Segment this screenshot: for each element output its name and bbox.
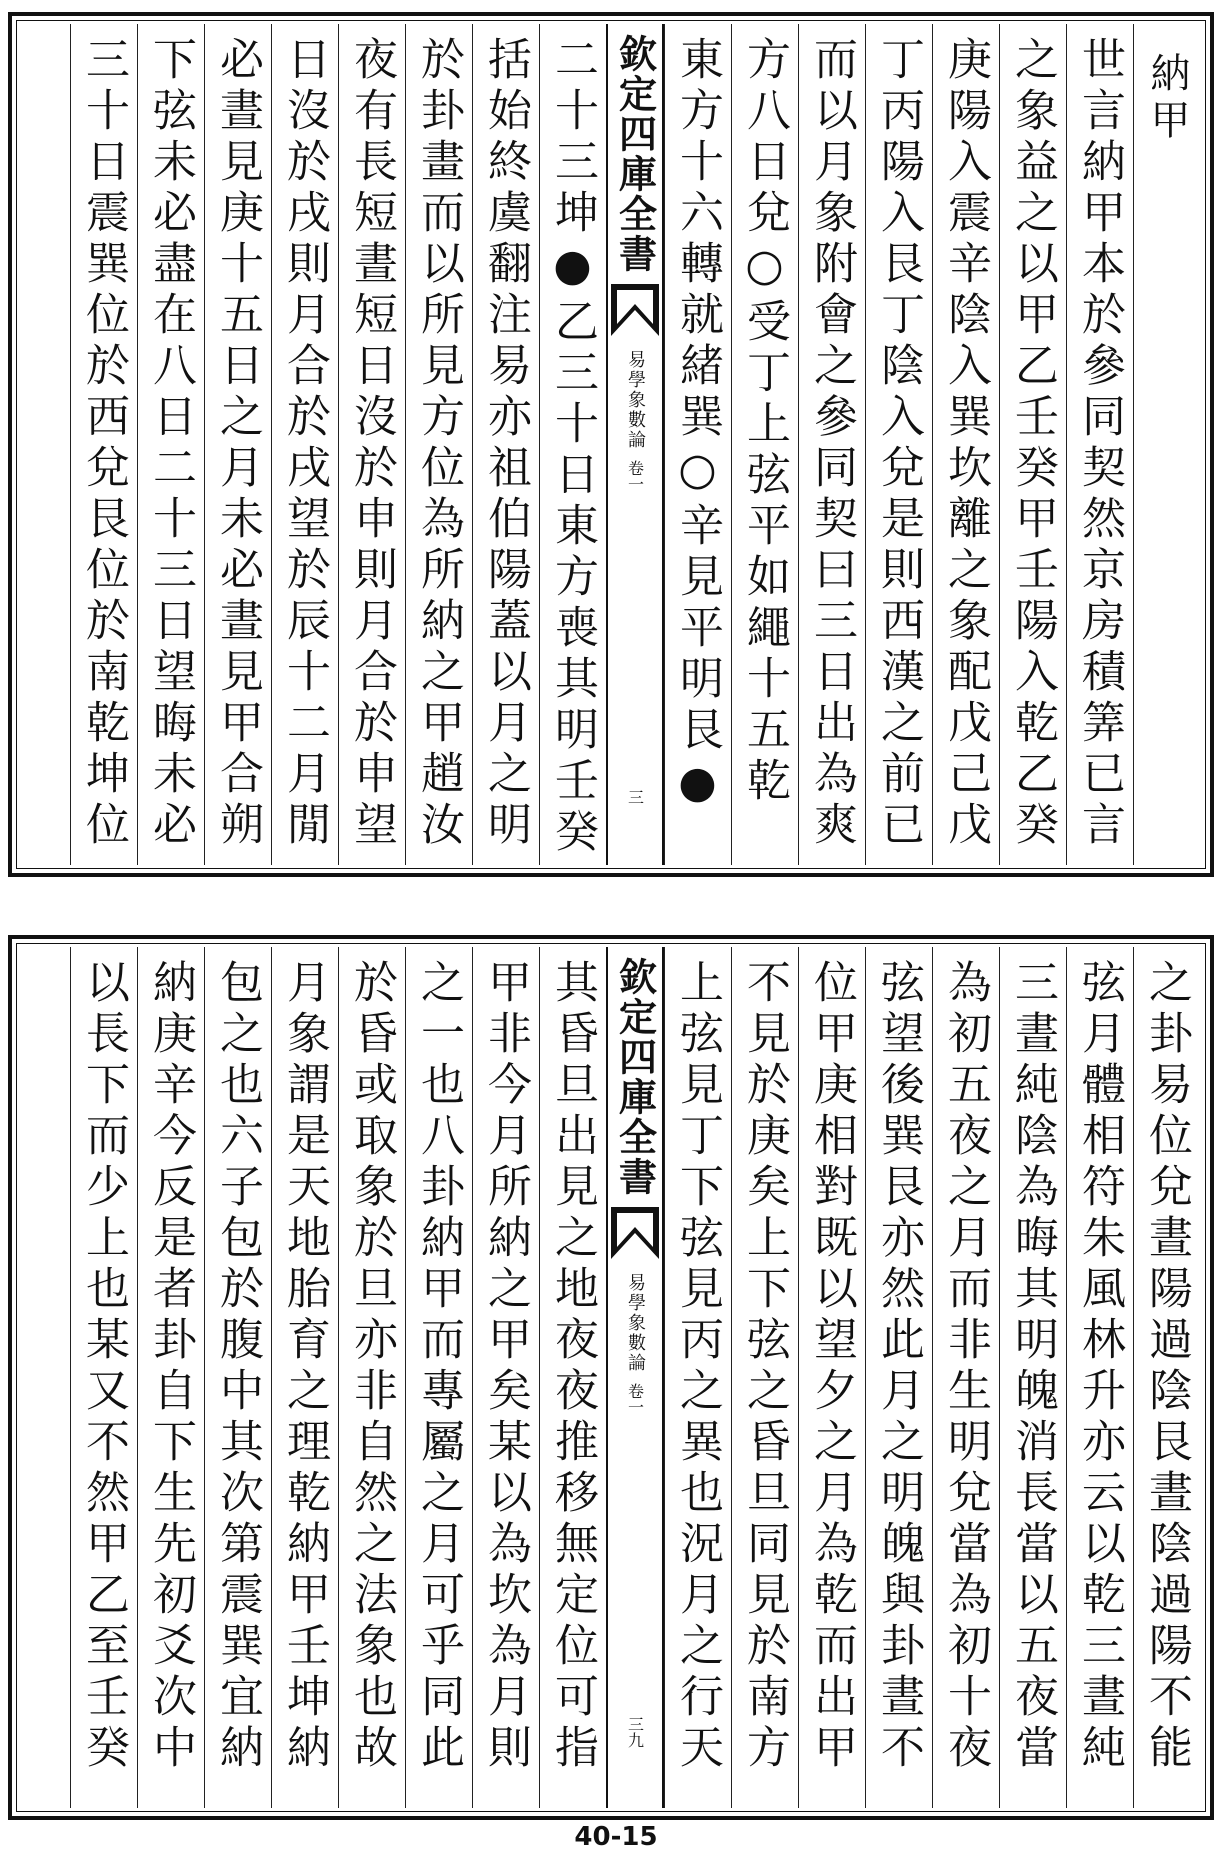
center-volume: 卷一 (625, 460, 645, 492)
section-title: 納甲 (1133, 24, 1200, 865)
text-column: 月象謂是天地胎育之理乾納甲壬坤納 (271, 947, 338, 1808)
text-column: 位甲庚相對既以望夕之月為乾而出甲 (798, 947, 865, 1808)
center-fold-strip (606, 947, 664, 1808)
text-column: 二十三坤●乙三十日東方喪其明壬癸 (539, 24, 606, 865)
text-column: 括始終虞翻注易亦祖伯陽蓋以月之明 (472, 24, 539, 865)
center-subtitle: 易學象數論 (625, 350, 646, 450)
text-column: 上弦見丁下弦見丙之異也況月之行天 (664, 947, 731, 1808)
text-column: 夜有長短晝短日沒於申則月合於申望 (338, 24, 405, 865)
text-column: 納庚辛今反是者卦自下生先初爻次中 (137, 947, 204, 1808)
top-page-frame (8, 12, 1214, 877)
center-volume: 卷一 (625, 1383, 645, 1415)
text-column: 日沒於戌則月合於戌望於辰十二月閒 (271, 24, 338, 865)
text-column: 弦月體相符朱風林升亦云以乾三晝純 (1066, 947, 1133, 1808)
top-text-columns (22, 24, 1200, 865)
center-header: 欽定四庫全書 (612, 957, 658, 1197)
text-column: 方八日兌○受丁上弦平如繩十五乾 (731, 24, 798, 865)
text-column: 世言納甲本於參同契然京房積筭已言 (1066, 24, 1133, 865)
text-column: 之象益之以甲乙壬癸甲壬陽入乾乙癸 (999, 24, 1066, 865)
bottom-text-columns (22, 947, 1200, 1808)
text-column: 不見於庚矣上下弦之昏旦同見於南方 (731, 947, 798, 1808)
center-fold-strip (606, 24, 664, 865)
text-column: 必晝見庚十五日之月未必晝見甲合朔 (204, 24, 271, 865)
center-page-num: 三九 (625, 1716, 645, 1748)
bottom-page-frame (8, 935, 1214, 1820)
fish-tail-mark-icon (607, 1203, 663, 1263)
text-column: 三十日震巽位於西兌艮位於南乾坤位 (70, 24, 137, 865)
text-column: 甲非今月所納之甲矣某以為坎為月則 (472, 947, 539, 1808)
text-column: 而以月象附會之參同契曰三日出為爽 (798, 24, 865, 865)
text-column: 之卦易位兌晝陽過陰艮晝陰過陽不能 (1133, 947, 1200, 1808)
text-column: 為初五夜之月而非生明兌當為初十夜 (932, 947, 999, 1808)
text-column: 以長下而少上也某又不然甲乙至壬癸 (70, 947, 137, 1808)
text-column: 於卦畫而以所見方位為所納之甲趙汝 (405, 24, 472, 865)
text-column: 丁丙陽入艮丁陰入兌是則西漢之前已 (865, 24, 932, 865)
fish-tail-mark-icon (607, 280, 663, 340)
text-column: 庚陽入震辛陰入巽坎離之象配戊己戊 (932, 24, 999, 865)
text-column: 三晝純陰為晦其明魄消長當以五夜當 (999, 947, 1066, 1808)
center-page-num: 三 (625, 789, 645, 805)
center-subtitle: 易學象數論 (625, 1273, 646, 1373)
text-column: 下弦未必盡在八日二十三日望晦未必 (137, 24, 204, 865)
text-column: 於昏或取象於旦亦非自然之法象也故 (338, 947, 405, 1808)
center-header: 欽定四庫全書 (612, 34, 658, 274)
page-number: 40-15 (574, 1822, 658, 1852)
text-column: 弦望後巽艮亦然此月之明魄與卦晝不 (865, 947, 932, 1808)
text-column: 其昏旦出見之地夜夜推移無定位可指 (539, 947, 606, 1808)
text-column: 東方十六轉就緒巽○辛見平明艮● (664, 24, 731, 865)
text-column: 包之也六子包於腹中其次第震巽宜納 (204, 947, 271, 1808)
text-column: 之一也八卦納甲而專屬之月可乎同此 (405, 947, 472, 1808)
